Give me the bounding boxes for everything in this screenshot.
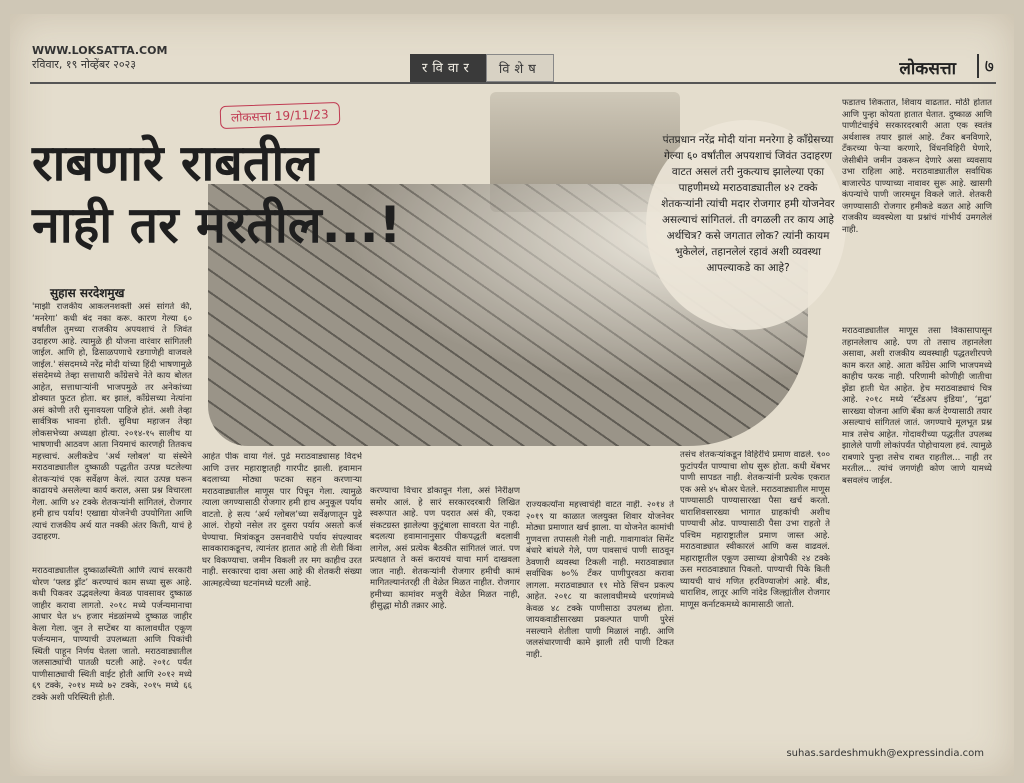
article-column-8: मराठवाड्यातील माणूस तसा विकासापासून तहानलेलाच आहे. पण तो तसाच तहानलेला असावा, अशी राजकीय व्यवस्थाही पद्धतशीरपणे काम करत आहे. आता काँग्रेस आणि भाजपमध्ये काहीच फरक नाही. परिणामी कोणीही जातीचा झेंडा हाती घेत आहेत. हेच मराठवाड्याचं चित्र आहे. २०१८ मध्ये ‘स्टॅंडअप इंडिया’, ‘मुद्रा’ सारख्या योजना आणि बँका कर्ज देण्यासाठी तयार असल्याचं सांगितलं जातं. जगण्याचे मूलभूत प्रश्न मात्र तसेच आहेत. गोदावरीच्या पद्धतीत उपलब्ध झालेले पाणी लोकांपर्यंत पोहोचायला हवं. त्यामुळे राबणारे पुन्हा तसेच राबत राहतील... नाही तर मरतील... त्यांचं जगणंही कोण जाणे यामध्ये बसवलंच जाईल.	[842, 326, 992, 486]
author-email: suhas.sardeshmukh@expressindia.com	[786, 748, 984, 759]
headline	[32, 132, 412, 256]
handwritten-note: लोकसत्ता 19/11/23	[220, 102, 340, 129]
article-column-6: तसंच शेतकऱ्यांकडून विहिरींचे प्रमाण वाढले. ९०० फुटांपर्यंत पाण्याचा शोध सुरू होता. कधी थेंबभर पाणी सापडत नाही. शेतकऱ्यांनी प्रत्येक एकरात एक असे ४५ बोअर घेतले. मराठवाड्यातील माणूस पाण्यासाठी पाण्यासारखा पैसा खर्च करतो. धाराशिवसारख्या भागात ग्राहकांची अशीच पाण्याची ओढ. पाण्यासाठी पैसा उभा राहतो ते पश्चिम महाराष्ट्रातील प्रमाण जास्त आहे. मराठवाड्यात स्वीकारलं आणि कस वाढवलं. महाराष्ट्रातील एकूण उसाच्या क्षेत्रापैकी २४ टक्के ऊस मराठवाड्यात पिकतो. पाण्याची पिके किती घ्यायची याचं गणित हरविण्याजोगं आहे. बीड, धाराशिव, लातूर आणि नांदेड जिल्ह्यांतील रोजगार माणूस कर्नाटकमध्ये कामासाठी जातो.	[680, 450, 830, 610]
article-column-2: मराठवाड्यातील दुष्काळस्थिती आणि त्याचं सरकारी धोरण ‘फ्लड ड्रॉट’ करण्याचं काम सध्या सुरू आहे. कधी पिकवर उद्भवलेल्या केवळ पावसावर दुष्काळ जाहीर करावा लागतो. २०१८ मध्ये पर्जन्यमानाचा आधार घेत ४५ हजार मंडळांमध्ये दुष्काळ जाहीर केला गेला. जून ते सप्टेंबर या कालावधीत एकूण पर्जन्यमान, पाण्याची उपलब्धता आणि पिकांची स्थिती पाहून निर्णय घेतला जातो. मराठवाड्यातील जलसाठ्यांची पातळी घटली आहे. २०१८ पर्यंत पाणीसाठ्याची स्थिती वाईट होती आणि २०१२ मध्ये ६९ टक्के, २०१४ मध्ये ७२ टक्के, २०१५ मध्ये ६६ टक्के अशी परिस्थिती होती.	[32, 566, 192, 703]
section-tag-part1: रविवार	[410, 54, 486, 82]
article-column-4: करण्याचा विचार डोकावून गेला, असं निरीक्षण समोर आलं. हे सारं सरकारदरबारी लिखित स्वरूपात आहे. पण पदरात असं की, एकदा संकटग्रस्त झालेल्या कुटुंबाला सावरता येत नाही. बदलत्या हवामानानुसार पीकपद्धती बदलावी लागेल, असं प्रत्येक बैठकीत सांगितलं जातं. पण प्रत्यक्षात ते कसं करायचं याचा मार्ग दाखवला जात नाही. शेतकऱ्यांनी रोजगार हमीची कामं मागितल्यानंतरही ती वेळेत मिळत नाहीत. रोजगार हमीच्या कामांवर मजुरी वेळेत मिळत नाही, हीसुद्धा मोठी तक्रार आहे.	[370, 486, 520, 611]
header-rule	[30, 82, 996, 84]
masthead: लोकसत्ता	[899, 59, 956, 79]
issue-date: रविवार, १९ नोव्हेंबर २०२३	[32, 58, 136, 71]
article-column-1: 'माझी राजकीय आकलनशक्ती असं सांगते की, ‘मनरेगा’ कधी बंद नका करू. कारण गेल्या ६० वर्षांतील तुमच्या राजकीय अपयशाचं ते जिवंत उदाहरण आहे. त्यामुळे ही योजना वारंवार सांगितली जाईल. आणि हो, ढिसाळपणाचे रडगाणेही वाजवले जाईल.' संसदमध्ये नरेंद्र मोदी यांच्या हिंदी भाषणामुळे संसदेमध्ये तेव्हा सत्ताधारी काँग्रेसचे नेते काय बोलत आहेत, सत्ताधाऱ्यांनी भाजपमुळे तर अनेकांच्या डोक्यात फुटत होता. बर झालं, काँग्रेसच्या नेत्यांना असं कोणी तरी सुनावयला पाहिजे होतं. अशी तेव्हा सार्वत्रिक भावना होती. सुविधा महाजन तेव्हा लोकसभेच्या अध्यक्षा होत्या. २०१४-१५ सालीच या भाषणाची आठवण आता नियमाचं कारणही तितकच महत्त्वाचं. अलीकडेच 'अर्थ ग्लोबल' या संस्थेने मराठवाड्यातील दुष्काळी पद्धतीत उत्पन्न घटलेल्या शेतकऱ्यांचं एक सर्वेक्षण केलं. त्यात उत्पन्न घरून काढायचे असलेल्या कार्य कराल, असा प्रश्न विचारला गेला. आणि ४२ टक्के शेतकऱ्यांनी सांगितलं, रोजगार हमी हाच पर्याय! एखाद्या योजनेची उपयोगिता आणि त्याचं राजकीय अर्थ यात नक्की अंतर किती, याचं हे उदाहरण.	[32, 302, 192, 542]
article-column-3: आहेत पीक वाया गेलं. पुढे मराठवाड्यासह विदर्भ आणि उत्तर महाराष्ट्रातही गारपीट झाली. हवामान बदलाच्या मोठ्या फटका सहन करणाऱ्या मराठवाड्यातील माणूस पार पिचून गेला. त्यामुळे त्याला जगण्यासाठी रोजगार हमी हाच अनुकूल पर्याय वाटतो. हे सत्य ‘अर्थ ग्लोबल’च्या सर्वेक्षणातून पुढे आलं. रोहयो नसेल तर दुसरा पर्याय असतो कर्ज घेण्याचा. मित्रांकडून उसनवारीचे पर्याय संपल्यावर सावकाराकडूनच, त्यानंतर हातात आहे ती शेती किंवा घर विकण्याचा. जमीन विकली तर मग काहीच उरत नाही. सरकारचा दावा असा आहे की शेतकरी संख्या आत्महत्येच्या घटनांमध्ये घटली आहे.	[202, 452, 362, 589]
headline-line1: राबणारे राबतील	[32, 134, 319, 192]
pull-quote: पंतप्रधान नरेंद्र मोदी यांना मनरेगा हे काँग्रेसच्या गेल्या ६० वर्षांतील अपयशाचं जिवंत उदाहरण वाटत असलं तरी नुकत्याच झालेल्या एका पाहणीमध्ये मराठवाड्यातील ४२ टक्के शेतकऱ्यांनी त्यांची मदार रोजगार हमी योजनेवर असल्याचं सांगितलं. ती वगळली तर काय आहे अर्थचित्र? कसे जगतात लोक? त्यांनी कायम भुकेलेलं, तहानलेलं रहावं अशी व्यवस्था आपल्याकडे का आहे?	[661, 134, 835, 274]
page-number: ७	[977, 54, 994, 78]
section-tag	[410, 54, 554, 82]
byline: सुहास सरदेशमुख	[50, 286, 125, 300]
site-url: WWW.LOKSATTA.COM	[32, 44, 168, 57]
article-column-5: राज्यकर्त्यांना महत्त्वाचंही वाटत नाही. २०१४ ते २०१९ या काळात जलयुक्त शिवार योजनेवर मोठ्या प्रमाणात खर्च झाला. या योजनेत कामांची गुणवत्ता तपासली गेली नाही. गावागावांत सिमेंट बंधारे बांधले गेले, पण पावसाचं पाणी साठवून ठेवणारी व्यवस्था टिकली नाही. मराठवाड्यात सर्वाधिक ७०% टँकर पाणीपुरवठा करावा लागला. मराठवाड्यात ११ मोठे सिंचन प्रकल्प आहेत. २०१८ या कालावधीमध्ये धरणांमध्ये केवळ ४८ टक्के पाणीसाठा उपलब्ध होता. जायकवाडीसारख्या प्रकल्पात पाणी पुरेसं नसल्याने शेतीला पाणी मिळालं नाही. आणि जलसंधारणाची कामे झाली तरी पाणी टिकत नाही.	[526, 500, 674, 660]
headline-line2: नाही तर मरतील...!	[32, 196, 402, 254]
section-tag-part2: विशेष	[486, 54, 554, 82]
newspaper-page	[10, 14, 1014, 776]
page-header-left	[32, 44, 167, 72]
article-column-7: फडातच शिकतात, शिवाय वाढतात. मोठी होतात आणि पुन्हा कोयता हातात घेतात. दुष्काळ आणि पाणीटंचाईचे सरकारदरबारी आता एक स्वतंत्र अर्थशास्त्र तयार झालं आहे. टँकर बनविणारे, टँकरच्या फेऱ्या करणारे, विंधनविहिरी घेणारे, जेसीबीने जमीन उकरून देणारे असा व्यवसाय उभा राहिला आहे. मराठवाड्यातील सर्वाधिक बाजारपेठ पाण्याच्या नावावर सुरू आहे. खासगी कंपन्यांचे पाणी जारमधून विकले जाते. शेतकरी जगण्यासाठी रोजगार हमीकडे वळत आहे आणि राजकीय व्यवस्थेला या प्रश्नांचं गांभीर्य उमगलेलं नाही.	[842, 98, 992, 235]
